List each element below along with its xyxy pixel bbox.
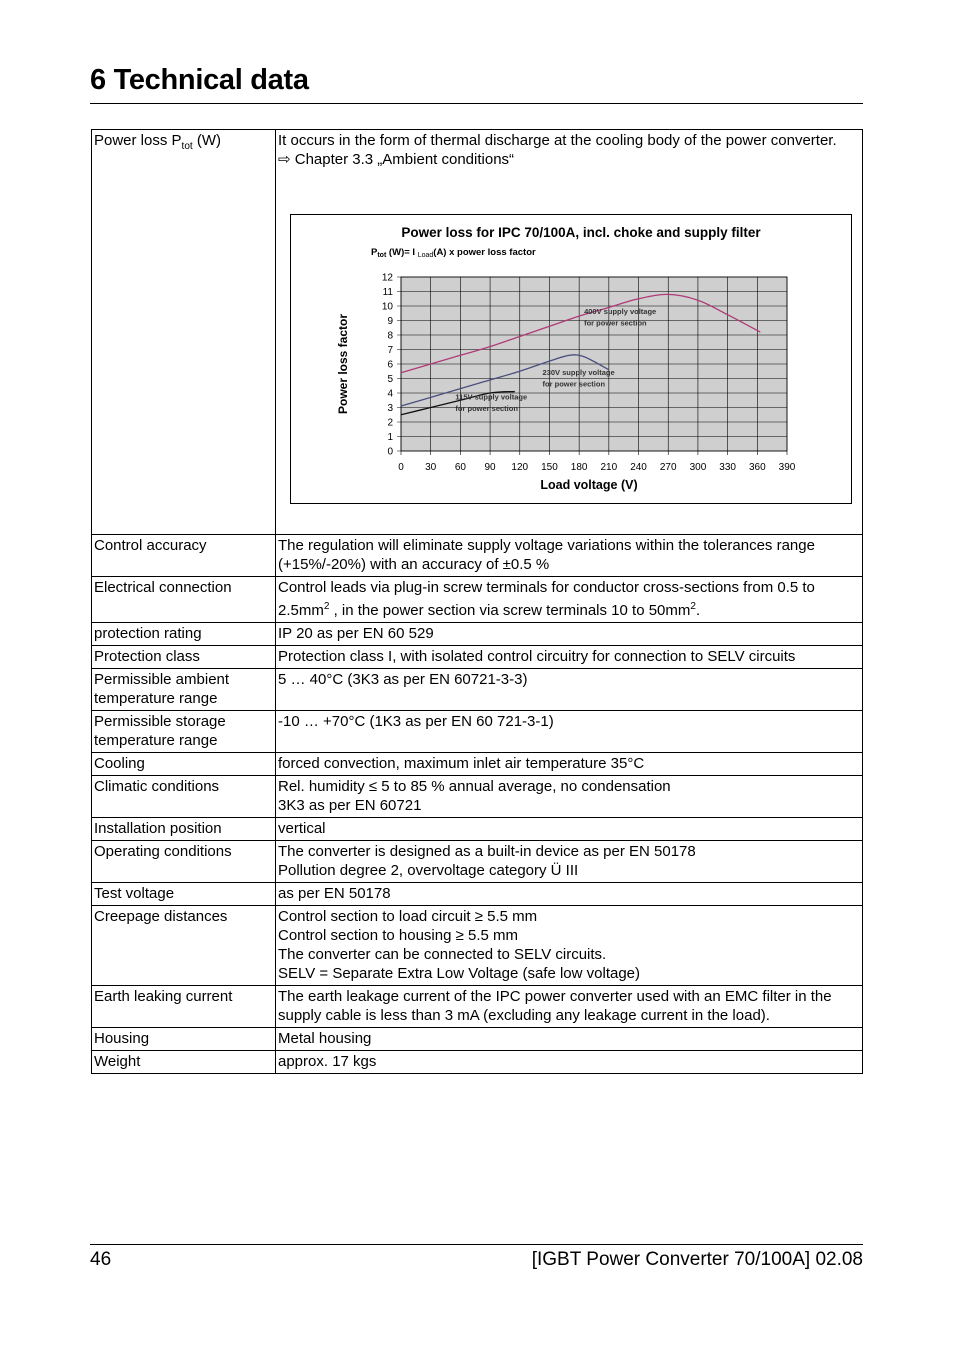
- table-row: [92, 130, 863, 535]
- x-tick-label: 60: [454, 462, 466, 473]
- chart-title: Power loss for IPC 70/100A, incl. choke and supply filter: [401, 225, 761, 240]
- table-row: Earth leaking current The earth leakage current of the IPC power converter used with an EMC filter in the supply cable is less than 3 mA (excluding any leakage current in the load).: [92, 986, 863, 1028]
- footer-divider: [90, 1244, 863, 1245]
- x-tick-label: 240: [630, 462, 647, 473]
- row-key: Power loss $P_{tot}$ (W): [92, 130, 276, 535]
- series-label: for power section: [455, 404, 518, 414]
- x-tick-label: 360: [748, 462, 766, 473]
- chart-svg: [291, 215, 851, 503]
- x-tick-label: 180: [570, 462, 588, 473]
- table-row: Installation position vertical: [92, 818, 863, 841]
- table-row: Electrical connection Control leads via plug-in screw terminals for conductor cross-sections from 0.5 to $2.5mm^2$ , in the power section via screw terminals 10 to $50mm^2$.: [92, 577, 863, 623]
- y-tick-label: 2: [387, 417, 393, 429]
- y-tick-label: 1: [387, 432, 393, 443]
- table-row: Protection class Protection class I, with isolated control circuitry for connection to SELV circuits: [92, 646, 863, 669]
- y-tick-label: 10: [381, 301, 393, 313]
- x-tick-label: 0: [398, 462, 404, 473]
- table-row: Control accuracy The regulation will eliminate supply voltage variations within the tolerances range (+15%/-20%) with an accuracy of ±0.5 %: [92, 535, 863, 577]
- series-label: for power section: [584, 318, 647, 328]
- x-tick-label: 390: [778, 462, 796, 473]
- series-label: 230V supply voltage: [542, 367, 615, 377]
- series-label: 400V supply voltage: [584, 306, 657, 316]
- y-tick-label: 8: [387, 330, 393, 342]
- x-tick-label: 300: [689, 462, 707, 473]
- x-tick-label: 30: [425, 462, 437, 473]
- power-loss-chart: [290, 214, 852, 504]
- x-tick-label: 210: [600, 462, 618, 473]
- technical-data-table: [91, 129, 863, 1074]
- title-divider: [90, 103, 863, 104]
- document-reference: [IGBT Power Converter 70/100A] 02.08: [531, 1249, 863, 1270]
- page-number: 46: [90, 1249, 112, 1270]
- x-tick-label: 150: [541, 462, 558, 473]
- table-row: protection rating IP 20 as per EN 60 529: [92, 623, 863, 646]
- y-tick-label: 6: [387, 359, 393, 371]
- y-tick-label: 11: [382, 287, 393, 298]
- table-row: Weight approx. 17 kgs: [92, 1051, 863, 1074]
- arrow-right-icon: ⇨: [278, 151, 291, 168]
- x-tick-label: 270: [659, 462, 677, 473]
- row-value: [276, 130, 863, 535]
- series-label: for power section: [542, 379, 606, 389]
- y-axis-label: Power loss factor: [336, 313, 350, 415]
- table-row: Climatic conditions Rel. humidity ≤ 5 to 85 % annual average, no condensation 3K3 as per EN 60721: [92, 776, 863, 818]
- table-row: Permissible storage temperature range -10 … +70°C (1K3 as per EN 60 721-3-1): [92, 711, 863, 753]
- chart-formula: $P_{tot}$ (W)= I $_{Load}$(A) x power loss factor: [371, 247, 536, 259]
- table-row: Permissible ambient temperature range 5 … 40°C (3K3 as per EN 60721-3-3): [92, 669, 863, 711]
- table-row: Operating conditions The converter is designed as a built-in device as per EN 50178 Pollution degree 2, overvoltage category Ü III: [92, 841, 863, 883]
- x-axis-label: Load voltage (V): [540, 478, 638, 492]
- y-tick-label: 5: [387, 374, 393, 385]
- x-tick-label: 120: [511, 462, 529, 473]
- table-row: Cooling forced convection, maximum inlet air temperature 35°C: [92, 753, 863, 776]
- y-tick-label: 9: [387, 316, 393, 327]
- table-row: Creepage distances Control section to load circuit ≥ 5.5 mm Control section to housing ≥ 5.5 mm The converter can be connected to SELV circuits. SELV = Separate Extra Low Voltage (safe low voltage): [92, 906, 863, 986]
- x-tick-label: 330: [719, 462, 736, 473]
- table-row: Housing Metal housing: [92, 1028, 863, 1051]
- y-tick-label: 4: [387, 388, 393, 400]
- y-tick-label: 12: [381, 272, 393, 284]
- chapter-reference: ⇨ Chapter 3.3 „Ambient conditions“: [278, 151, 515, 168]
- y-tick-label: 0: [387, 446, 393, 458]
- power-loss-text: It occurs in the form of thermal discharge at the cooling body of the power converter.: [278, 132, 837, 149]
- y-tick-label: 3: [387, 403, 393, 414]
- x-tick-label: 90: [484, 462, 496, 473]
- table-row: Test voltage as per EN 50178: [92, 883, 863, 906]
- series-label: 115V supply voltage: [455, 392, 528, 402]
- y-tick-label: 7: [387, 345, 393, 356]
- page-title: 6 Technical data: [90, 64, 309, 96]
